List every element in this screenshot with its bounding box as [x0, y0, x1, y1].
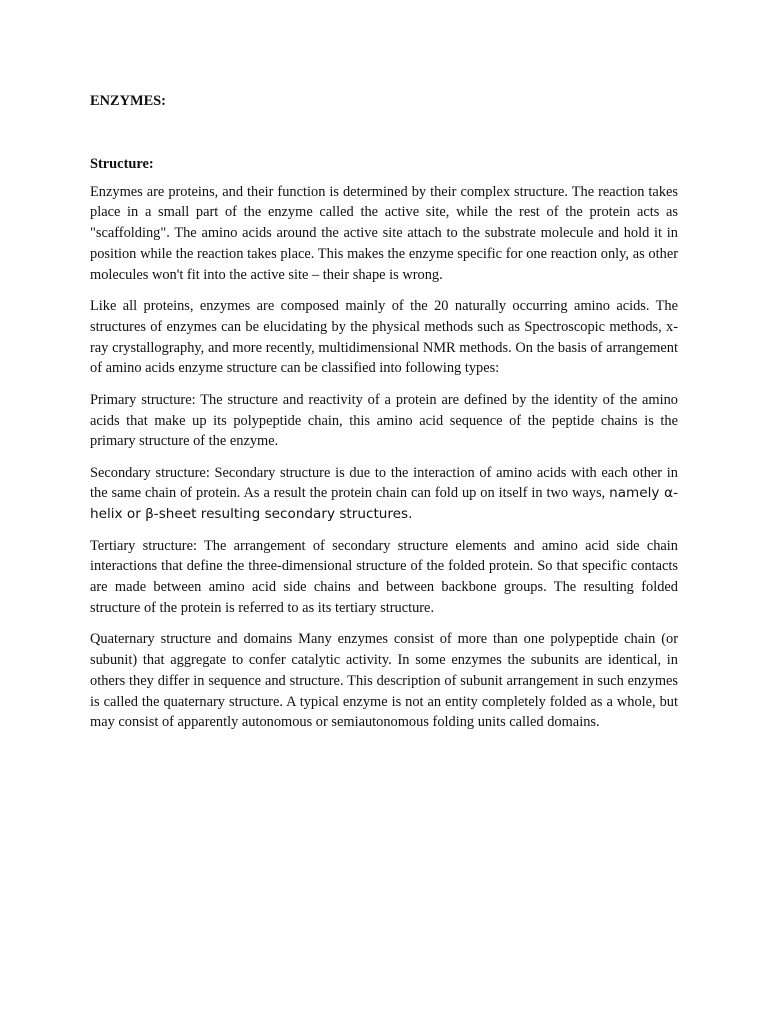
paragraph-primary-structure: Primary structure: The structure and reactivity of a protein are defined by the identity of the amino acids that make up its polypeptide chain, this amino acid sequence of the peptide chains is the primary structure of the enzyme. [90, 391, 678, 450]
secondary-text: Secondary structure: Secondary structure is due to the interaction of amino acids with each other in the same chain of protein. As a result the protein chain can fold up on itself in two ways, [90, 464, 678, 502]
paragraph-secondary-structure [90, 463, 678, 525]
secondary-greek-text: namely α-helix or β-sheet resulting secondary structures. [90, 485, 678, 523]
section-heading: Structure: [90, 155, 154, 172]
paragraph-quaternary-structure: Quaternary structure and domains Many enzymes consist of more than one polypeptide chain (or subunit) that aggregate to confer catalytic activity. In some enzymes the subunits are identical, in others they differ in sequence and structure. This description of subunit arrangement in such enzymes is called the quaternary structure. A typical enzyme is not an entity completely folded as a whole, but may consist of apparently autonomous or semiautonomous folding units called domains. [90, 631, 678, 731]
paragraph-active-site: Enzymes are proteins, and their function is determined by their complex structure. The reaction takes place in a small part of the enzyme called the active site, while the rest of the protein acts as "scaffolding". The amino acids around the active site attach to the substrate molecule and hold it in position while the reaction takes place. This makes the enzyme specific for one reaction only, as other molecules won't fit into the active site – their shape is wrong. [90, 183, 678, 283]
document-title: ENZYMES: [90, 93, 166, 109]
paragraph-amino-acids: Like all proteins, enzymes are composed mainly of the 20 naturally occurring amino acids. The structures of enzymes can be elucidating by the physical methods such as Spectroscopic methods, x-ray crystallography, and more recently, multidimensional NMR methods. On the basis of arrangement of amino acids enzyme structure can be classified into following types: [90, 298, 678, 377]
document-page [90, 91, 678, 744]
paragraph-tertiary-structure: Tertiary structure: The arrangement of secondary structure elements and amino acid side chain interactions that define the three-dimensional structure of the folded protein. So that specific contacts are made between amino acid side chains and between backbone groups. The resulting folded structure of the protein is referred to as its tertiary structure. [90, 537, 678, 616]
